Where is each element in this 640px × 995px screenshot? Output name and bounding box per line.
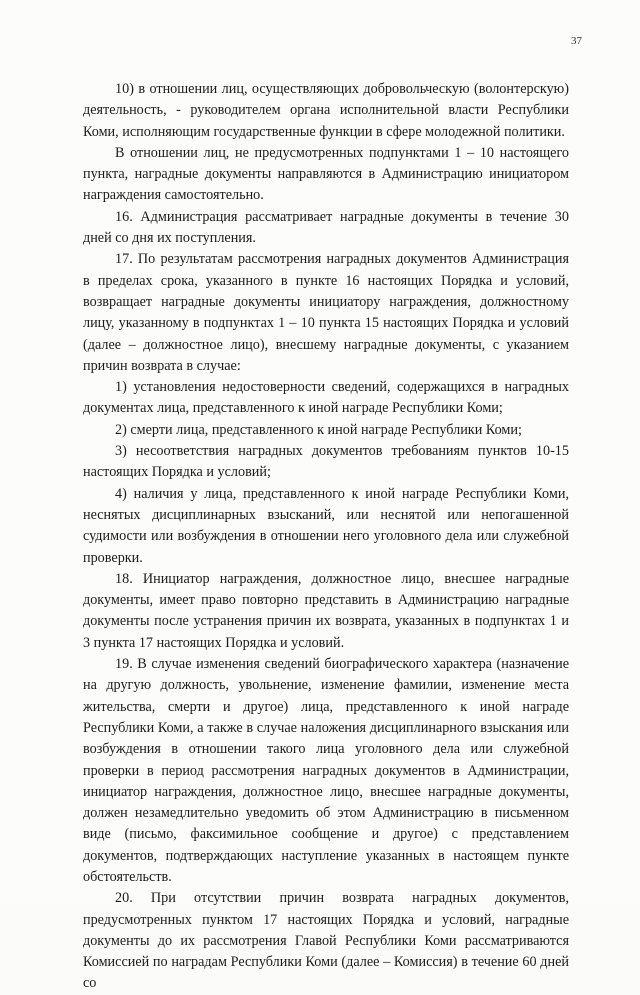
paragraph-volunteer-subitem-10: 10) в отношении лиц, осуществляющих добровольческую (волонтерскую) деятельность, - руководителем органа исполнительной власти Республики Коми, исполняющим государственные функции в сфере молодежной политики. (83, 81, 569, 140)
paragraph-item-19: 19. В случае изменения сведений биографического характера (назначение на другую должность, увольнение, изменение фамилии, изменение места жительства, смерти и другое) лица, представленного к иной награде Республики Коми, а также в случае наложения дисциплинарного взыскания или возбуждения в отношении такого лица уголовного дела или служебной проверки в период рассмотрения наградных документов в Администрации, инициатор награждения, должностное лицо, внесшее наградные документы, должен незамедлительно уведомить об этом Администрацию в письменном виде (письмо, факсимильное сообщение и другое) с представлением документов, подтверждающих наступление указанных в настоящем пункте обстоятельств. (83, 656, 569, 885)
paragraph-other-persons: В отношении лиц, не предусмотренных подпунктами 1 – 10 настоящего пункта, наградные документы направляются в Администрацию инициатором награждения самостоятельно. (83, 144, 569, 204)
paragraph-item-17-sub-3: 3) несоответствия наградных документов требованиям пунктов 10-15 настоящих Порядка и условий; (83, 443, 569, 481)
paragraph-item-17: 17. По результатам рассмотрения наградных документов Администрация в пределах срока, указанного в пункте 16 настоящих Порядка и условий, возвращает наградные документы инициатору награждения, должностному лицу, указанному в подпунктах 1 – 10 пункта 15 настоящих Порядка и условий (далее – должностное лицо), внесшему наградные документы, с указанием причин возврата в случае: (83, 251, 569, 374)
paragraph-item-16: 16. Администрация рассматривает наградные документы в течение 30 дней со дня их поступления. (83, 208, 569, 247)
paragraph-item-17-sub-4: 4) наличия у лица, представленного к иной награде Республики Коми, неснятых дисциплинарных взысканий, или неснятой или непогашенной судимости или возбуждения в отношении него уголовного дела или служебной проверки. (83, 485, 569, 566)
paragraph-item-17-sub-2: 2) смерти лица, представленного к иной награде Республики Коми; (115, 421, 522, 438)
document-body (83, 79, 569, 995)
paragraph-item-17-sub-1: 1) установления недостоверности сведений, содержащихся в наградных документах лица, представленного к иной награде Республики Коми; (83, 379, 569, 417)
paragraph-item-18: 18. Инициатор награждения, должностное лицо, внесшее наградные документы, имеет право повторно представить в Администрацию наградные документы после устранения причин их возврата, указанных в подпунктах 1 и 3 пункта 17 настоящих Порядка и условий. (83, 570, 569, 651)
page-number: 37 (571, 35, 582, 47)
paragraph-item-20: 20. При отсутствии причин возврата наградных документов, предусмотренных пунктом 17 настоящих Порядка и условий, наградные документы до их рассмотрения Главой Республики Коми рассматриваются Комиссией по наградам Республики Коми (далее – Комиссия) в течение 60 дней со (83, 890, 569, 992)
